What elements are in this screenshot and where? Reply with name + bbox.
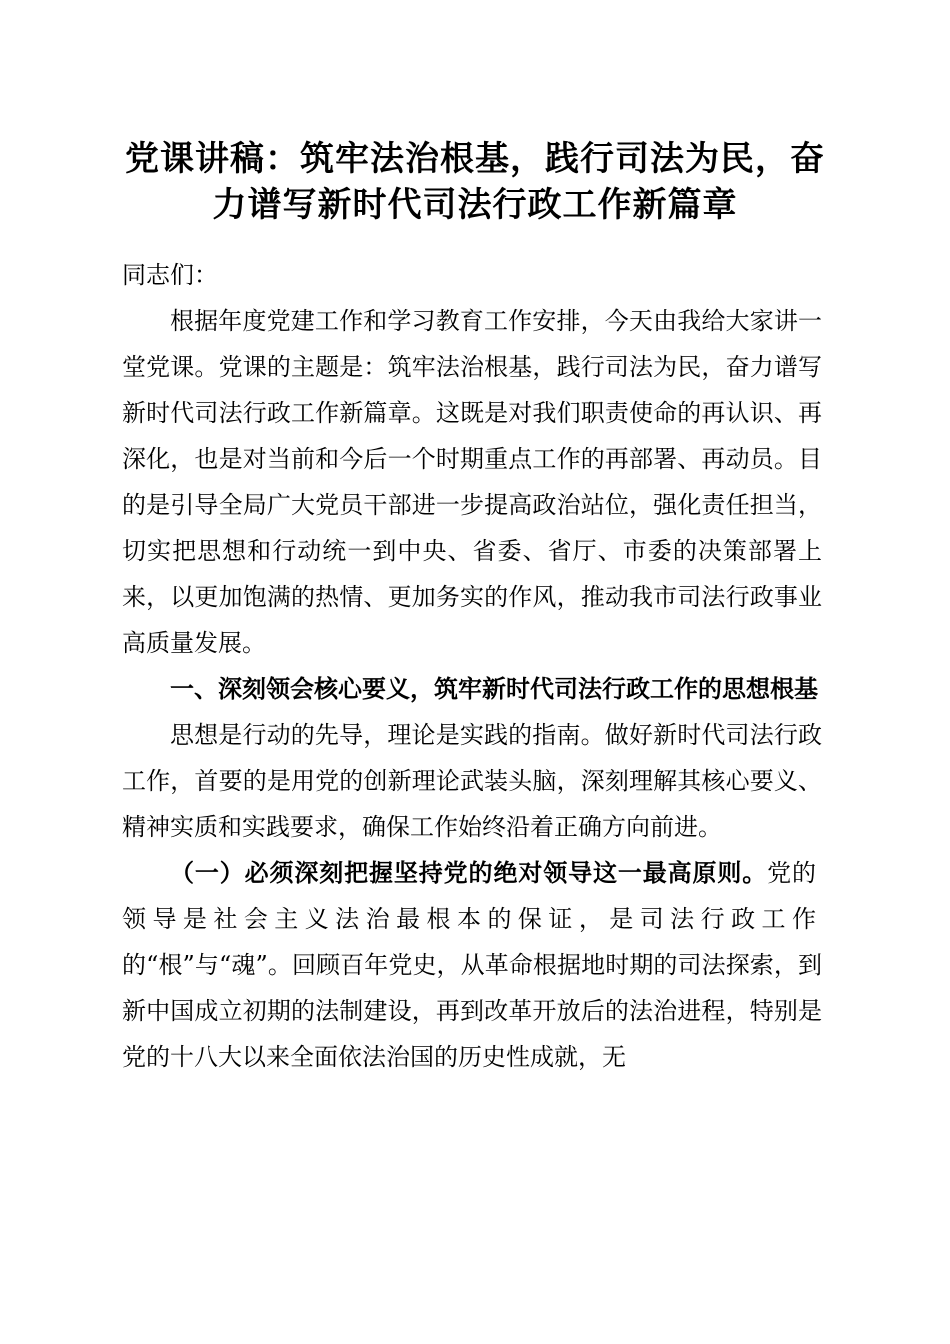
- section-heading-1: 一、深刻领会核心要义，筑牢新时代司法行政工作的思想根基: [170, 675, 818, 703]
- paragraph-3-line-1-rest: 党: [767, 859, 793, 887]
- paragraph-3-rest: 的“根”与“魂”。回顾百年党史，从革命根据地时期的司法探索，到新中国成立初期的法制建设，再到改革开放后的法治进程，特别是党的十八大以来全面依法治国的历史性成就，无: [122, 951, 822, 1071]
- paragraph-intro: 根据年度党建工作和学习教育工作安排，今天由我给大家讲一堂党课。党课的主题是：筑牢法治根基，践行司法为民，奋力谱写新时代司法行政工作新篇章。这既是对我们职责使命的再认识、再深化，也是对当前和今后一个时期重点工作的再部署、再动员。目的是引导全局广大党员干部进一步提高政治站位，强化责任担当，切实把思想和行动统一到中央、省委、省厅、市委的决策部署上来，以更加饱满的热情、更加务实的作风，推动我市司法行政事业高质量发展。: [122, 307, 822, 657]
- title-line-2: 力谱写新时代司法行政工作新篇章: [212, 185, 738, 225]
- title-line-1: 党课讲稿：筑牢法治根基，践行司法为民，奋: [125, 139, 825, 179]
- document-body: [122, 252, 822, 1080]
- paragraph-party-leadership: [122, 850, 822, 1080]
- paragraph-3-line-2: 的领导是社会主义法治最根本的保证，是司法行政工作: [122, 859, 823, 933]
- subheading-1: （一）必须深刻把握坚持党的绝对领导这一最高原则。: [170, 858, 768, 887]
- paragraph-thought: 思想是行动的先导，理论是实践的指南。做好新时代司法行政工作，首要的是用党的创新理论武装头脑，深刻理解其核心要义、精神实质和实践要求，确保工作始终沿着正确方向前进。: [122, 721, 822, 841]
- salutation: 同志们：: [122, 261, 218, 289]
- document-title: [100, 136, 850, 228]
